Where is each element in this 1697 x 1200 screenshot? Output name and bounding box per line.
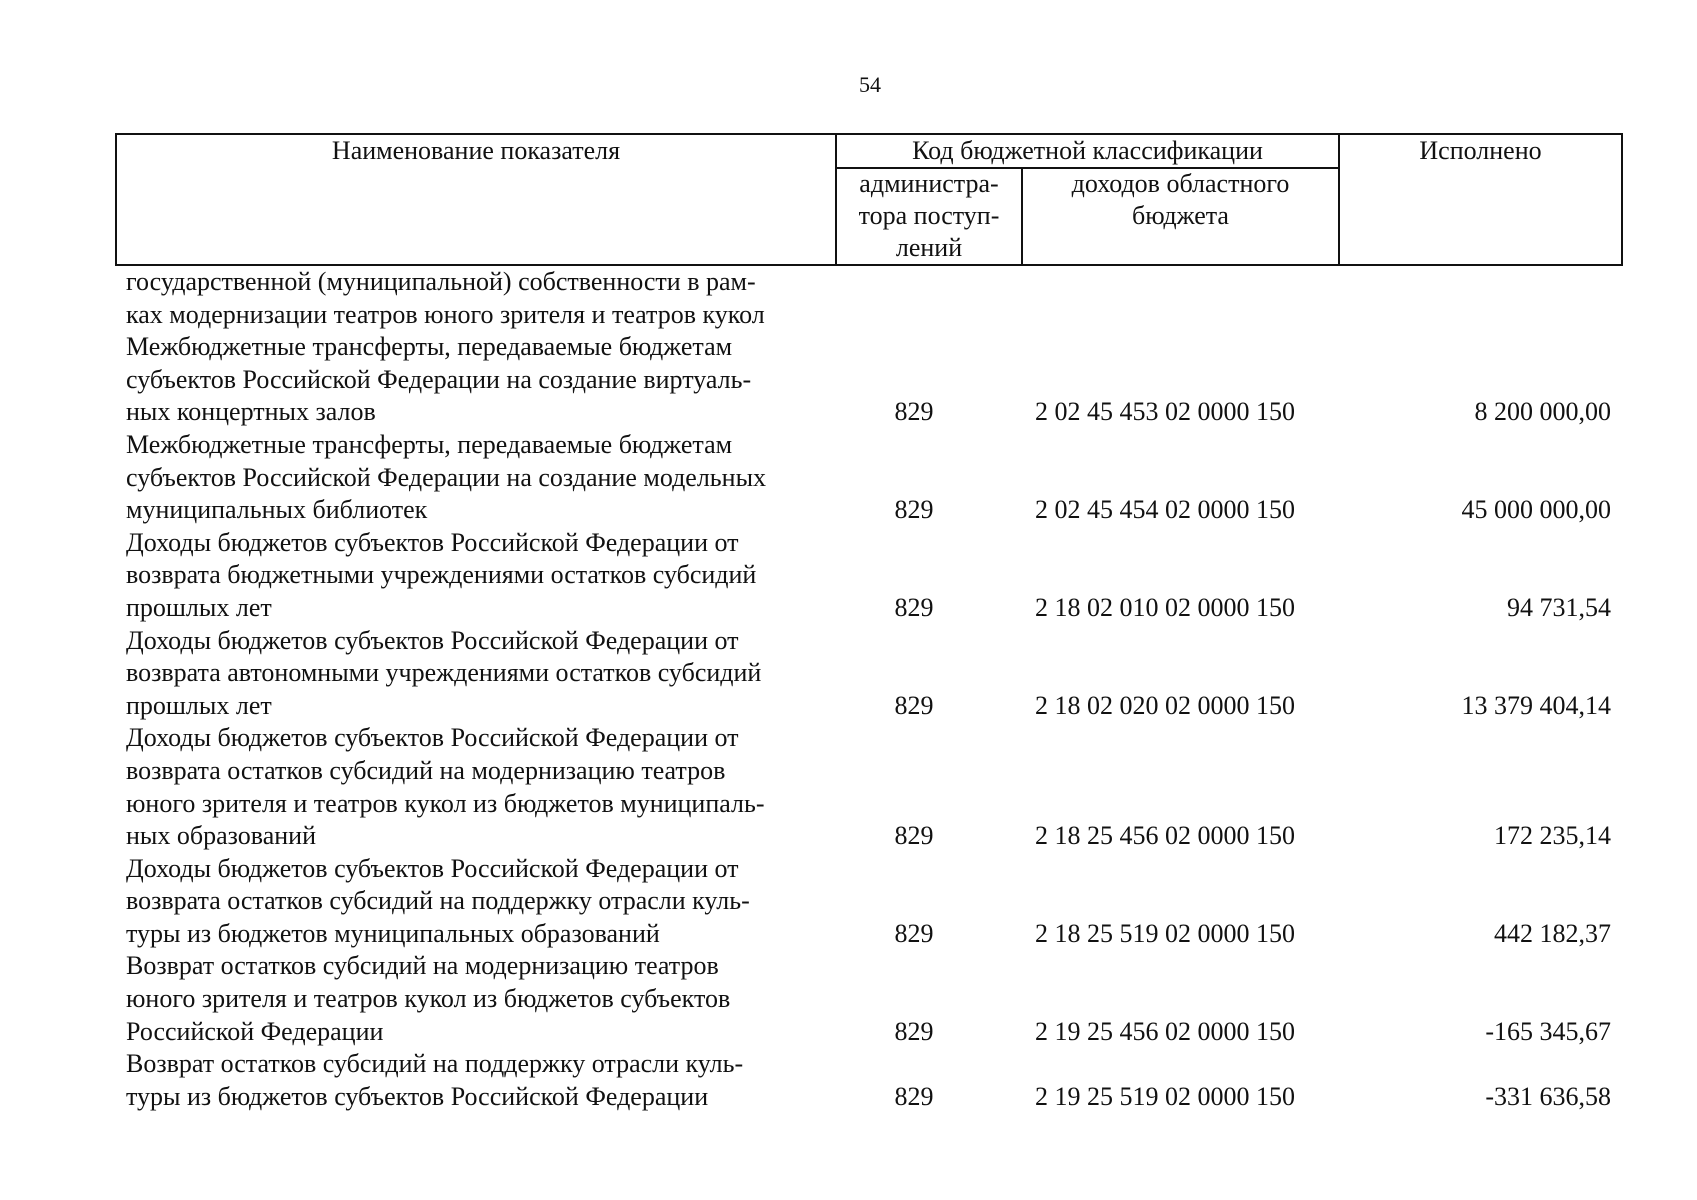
indicator-name bbox=[115, 527, 821, 625]
admin-code: 829 bbox=[894, 690, 934, 720]
indicator-name-line: ных концертных залов bbox=[126, 397, 376, 427]
admin-code: 829 bbox=[894, 918, 934, 948]
header-admin-line: тора поступ- bbox=[858, 201, 1000, 230]
income-code: 2 18 02 020 02 0000 150 bbox=[1035, 690, 1295, 720]
table-row bbox=[115, 527, 1623, 625]
executed-value: 45 000 000,00 bbox=[1461, 495, 1611, 525]
executed-value: 13 379 404,14 bbox=[1461, 690, 1611, 720]
indicator-name-line: Российской Федерации bbox=[126, 1016, 384, 1046]
indicator-name-line: Возврат остатков субсидий на поддержку отрасли куль- bbox=[126, 1049, 744, 1079]
indicator-name-line: ках модернизации театров юного зрителя и театров кукол bbox=[126, 299, 765, 329]
header-admin bbox=[837, 168, 1021, 264]
header-income bbox=[1023, 168, 1338, 232]
indicator-name bbox=[115, 429, 821, 527]
indicator-name-line: Межбюджетные трансферты, передаваемые бюджетам bbox=[126, 332, 733, 362]
income-code: 2 18 25 456 02 0000 150 bbox=[1035, 821, 1295, 851]
admin-code: 829 bbox=[894, 821, 934, 851]
executed-value: 94 731,54 bbox=[1507, 592, 1611, 622]
indicator-name bbox=[115, 266, 821, 331]
admin-code: 829 bbox=[894, 495, 934, 525]
indicator-name-line: юного зрителя и театров кукол из бюджетов субъектов bbox=[126, 984, 731, 1014]
indicator-name-line: возврата автономными учреждениями остатков субсидий bbox=[126, 658, 762, 688]
indicator-name-line: субъектов Российской Федерации на создание виртуаль- bbox=[126, 364, 752, 394]
table-row bbox=[115, 266, 1623, 331]
indicator-name-line: Доходы бюджетов субъектов Российской Федерации от bbox=[126, 625, 739, 655]
indicator-name-line: юного зрителя и театров кукол из бюджетов муниципаль- bbox=[126, 788, 765, 818]
indicator-name-line: возврата бюджетными учреждениями остатков субсидий bbox=[126, 560, 757, 590]
indicator-name-line: прошлых лет bbox=[126, 690, 272, 720]
income-code: 2 18 25 519 02 0000 150 bbox=[1035, 918, 1295, 948]
header-income-line: доходов областного bbox=[1071, 169, 1290, 198]
table-row bbox=[115, 722, 1623, 852]
table-row bbox=[115, 853, 1623, 951]
income-code: 2 18 02 010 02 0000 150 bbox=[1035, 592, 1295, 622]
indicator-name bbox=[115, 625, 821, 723]
table-body bbox=[115, 266, 1623, 1113]
indicator-name-line: ных образований bbox=[126, 821, 316, 851]
indicator-name-line: прошлых лет bbox=[126, 592, 272, 622]
indicator-name bbox=[115, 1048, 821, 1113]
indicator-name-line: муниципальных библиотек bbox=[126, 495, 428, 525]
income-code: 2 02 45 454 02 0000 150 bbox=[1035, 495, 1295, 525]
header-code-group: Код бюджетной классификации bbox=[912, 136, 1263, 165]
executed-value: 172 235,14 bbox=[1494, 821, 1611, 851]
indicator-name-line: возврата остатков субсидий на поддержку отрасли куль- bbox=[126, 886, 750, 916]
executed-value: 442 182,37 bbox=[1494, 918, 1611, 948]
income-code: 2 19 25 519 02 0000 150 bbox=[1035, 1081, 1295, 1111]
page-number: 54 bbox=[859, 72, 881, 97]
table-row bbox=[115, 429, 1623, 527]
indicator-name-line: Возврат остатков субсидий на модернизацию театров bbox=[126, 951, 719, 981]
income-code: 2 19 25 456 02 0000 150 bbox=[1035, 1016, 1295, 1046]
indicator-name-line: Доходы бюджетов субъектов Российской Федерации от bbox=[126, 853, 739, 883]
table-header bbox=[115, 133, 1623, 266]
indicator-name bbox=[115, 331, 821, 429]
indicator-name-line: субъектов Российской Федерации на создание модельных bbox=[126, 462, 767, 492]
table-row bbox=[115, 625, 1623, 723]
admin-code: 829 bbox=[894, 1081, 934, 1111]
header-executed: Исполнено bbox=[1419, 136, 1542, 165]
executed-value: -165 345,67 bbox=[1485, 1016, 1611, 1046]
indicator-name-line: государственной (муниципальной) собственности в рам- bbox=[126, 267, 756, 296]
indicator-name-line: Межбюджетные трансферты, передаваемые бюджетам bbox=[126, 429, 733, 459]
indicator-name bbox=[115, 722, 821, 852]
indicator-name bbox=[115, 853, 821, 951]
table-row bbox=[115, 950, 1623, 1048]
header-admin-line: администра- bbox=[859, 169, 999, 198]
header-income-line: бюджета bbox=[1132, 201, 1229, 230]
executed-value: 8 200 000,00 bbox=[1474, 397, 1611, 427]
table-row bbox=[115, 331, 1623, 429]
admin-code: 829 bbox=[894, 1016, 934, 1046]
header-admin-line: лений bbox=[895, 233, 963, 262]
admin-code: 829 bbox=[894, 592, 934, 622]
executed-value: -331 636,58 bbox=[1485, 1081, 1611, 1111]
indicator-name-line: туры из бюджетов муниципальных образований bbox=[126, 918, 660, 948]
income-code: 2 02 45 453 02 0000 150 bbox=[1035, 397, 1295, 427]
header-name: Наименование показателя bbox=[331, 136, 621, 165]
indicator-name bbox=[115, 950, 821, 1048]
table-row bbox=[115, 1048, 1623, 1113]
indicator-name-line: возврата остатков субсидий на модернизацию театров bbox=[126, 755, 726, 785]
indicator-name-line: туры из бюджетов субъектов Российской Федерации bbox=[126, 1081, 709, 1111]
admin-code: 829 bbox=[894, 397, 934, 427]
indicator-name-line: Доходы бюджетов субъектов Российской Федерации от bbox=[126, 527, 739, 557]
indicator-name-line: Доходы бюджетов субъектов Российской Федерации от bbox=[126, 723, 739, 753]
